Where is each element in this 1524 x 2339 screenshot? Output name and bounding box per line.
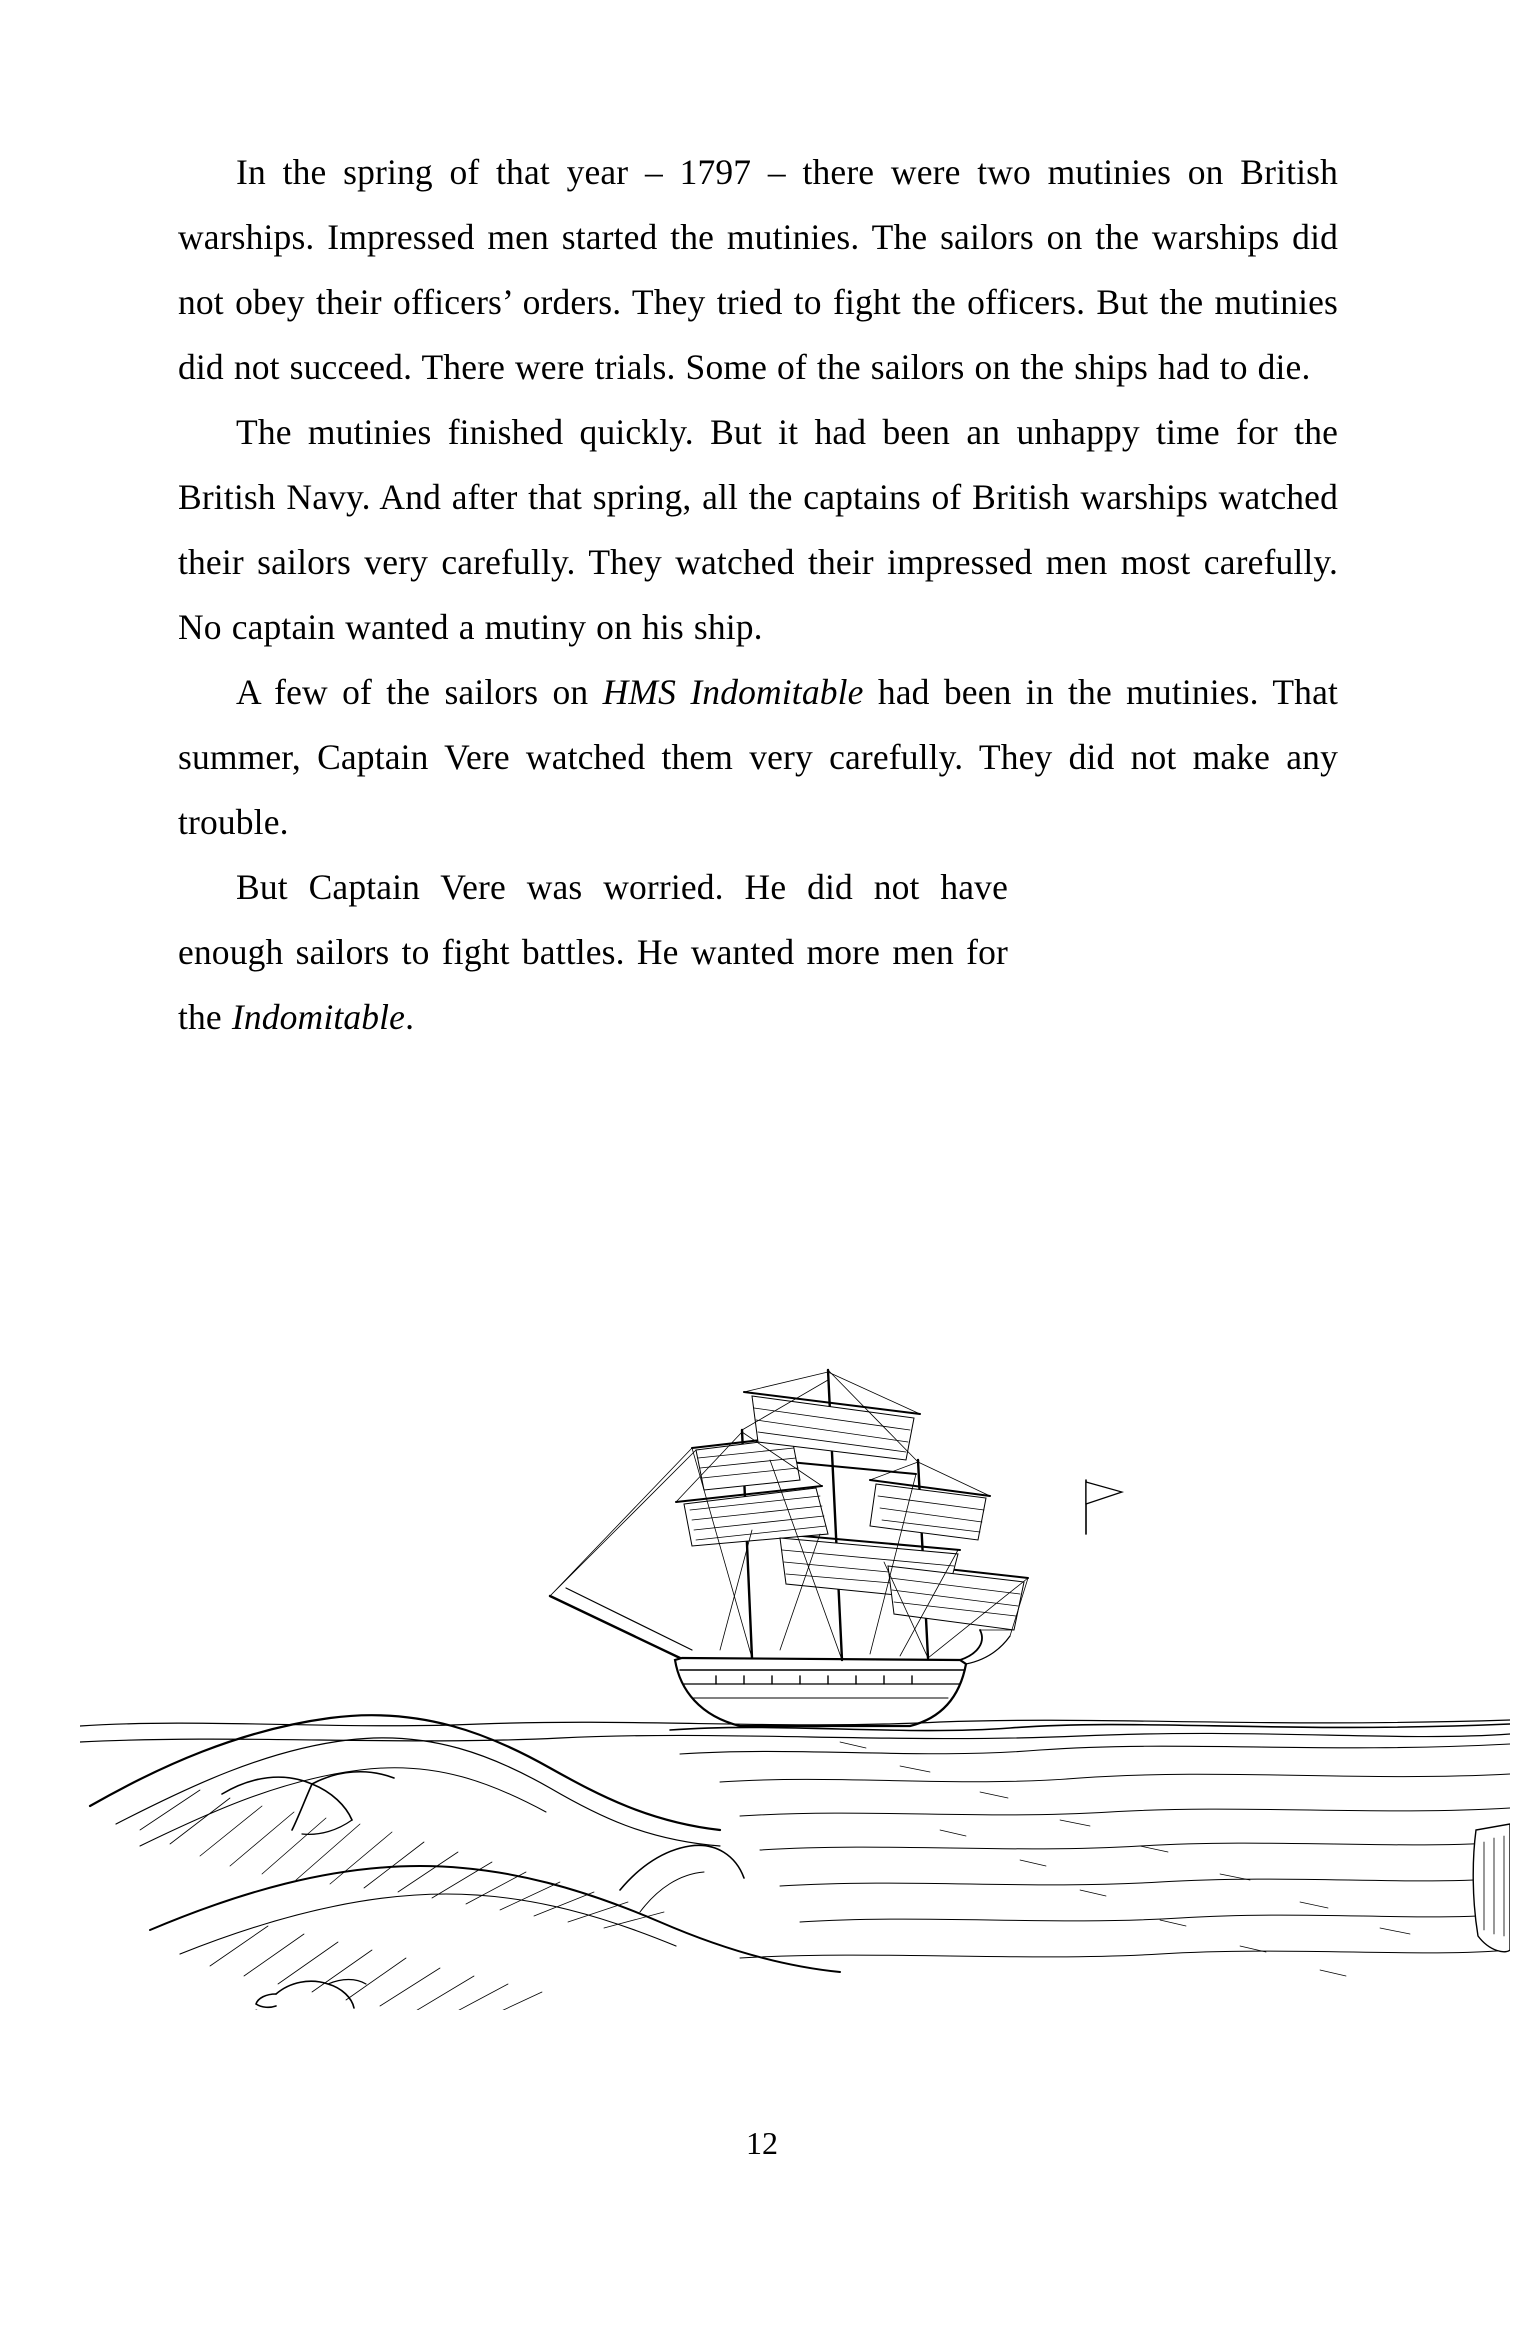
seagull-flying [222,1772,394,1835]
page-number: 12 [746,2125,778,2161]
ship-illustration [80,1130,1510,2010]
right-edge-rock [1473,1824,1510,1952]
paragraph-3-text: A few of the sailors on HMS Indomitable had been in the mutinies. That summer, Captain Vere watched them very carefully. They did not make any trouble. [178,672,1338,842]
paragraph-4 [178,855,1008,1050]
paragraph-4-text: But Captain Vere was worried. He did not have enough sailors to fight battles. He wanted more men for the Indomitable. [178,867,1008,1037]
ship-name-italic: HMS Indomitable [602,672,864,712]
seagull-on-water-1 [256,1980,366,2011]
sea-waves [80,1715,1510,2010]
body-text [178,140,1338,1050]
ship-name-italic-2: Indomitable [231,997,406,1037]
paragraph-1: In the spring of that year – 1797 – there were two mutinies on British warships. Impressed men started the mutinies. The sailors on the warships did not obey their officers’ orders. They tried to fight the officers. But the mutinies did not succeed. There were trials. Some of the sailors on the ships had to die. [178,152,1338,387]
paragraph-2: The mutinies finished quickly. But it had been an unhappy time for the British Navy. And after that spring, all the captains of British warships watched their sailors very carefully. They watched their impressed men most carefully. No captain wanted a mutiny on his ship. [178,412,1338,647]
paragraph-3 [178,660,1338,855]
